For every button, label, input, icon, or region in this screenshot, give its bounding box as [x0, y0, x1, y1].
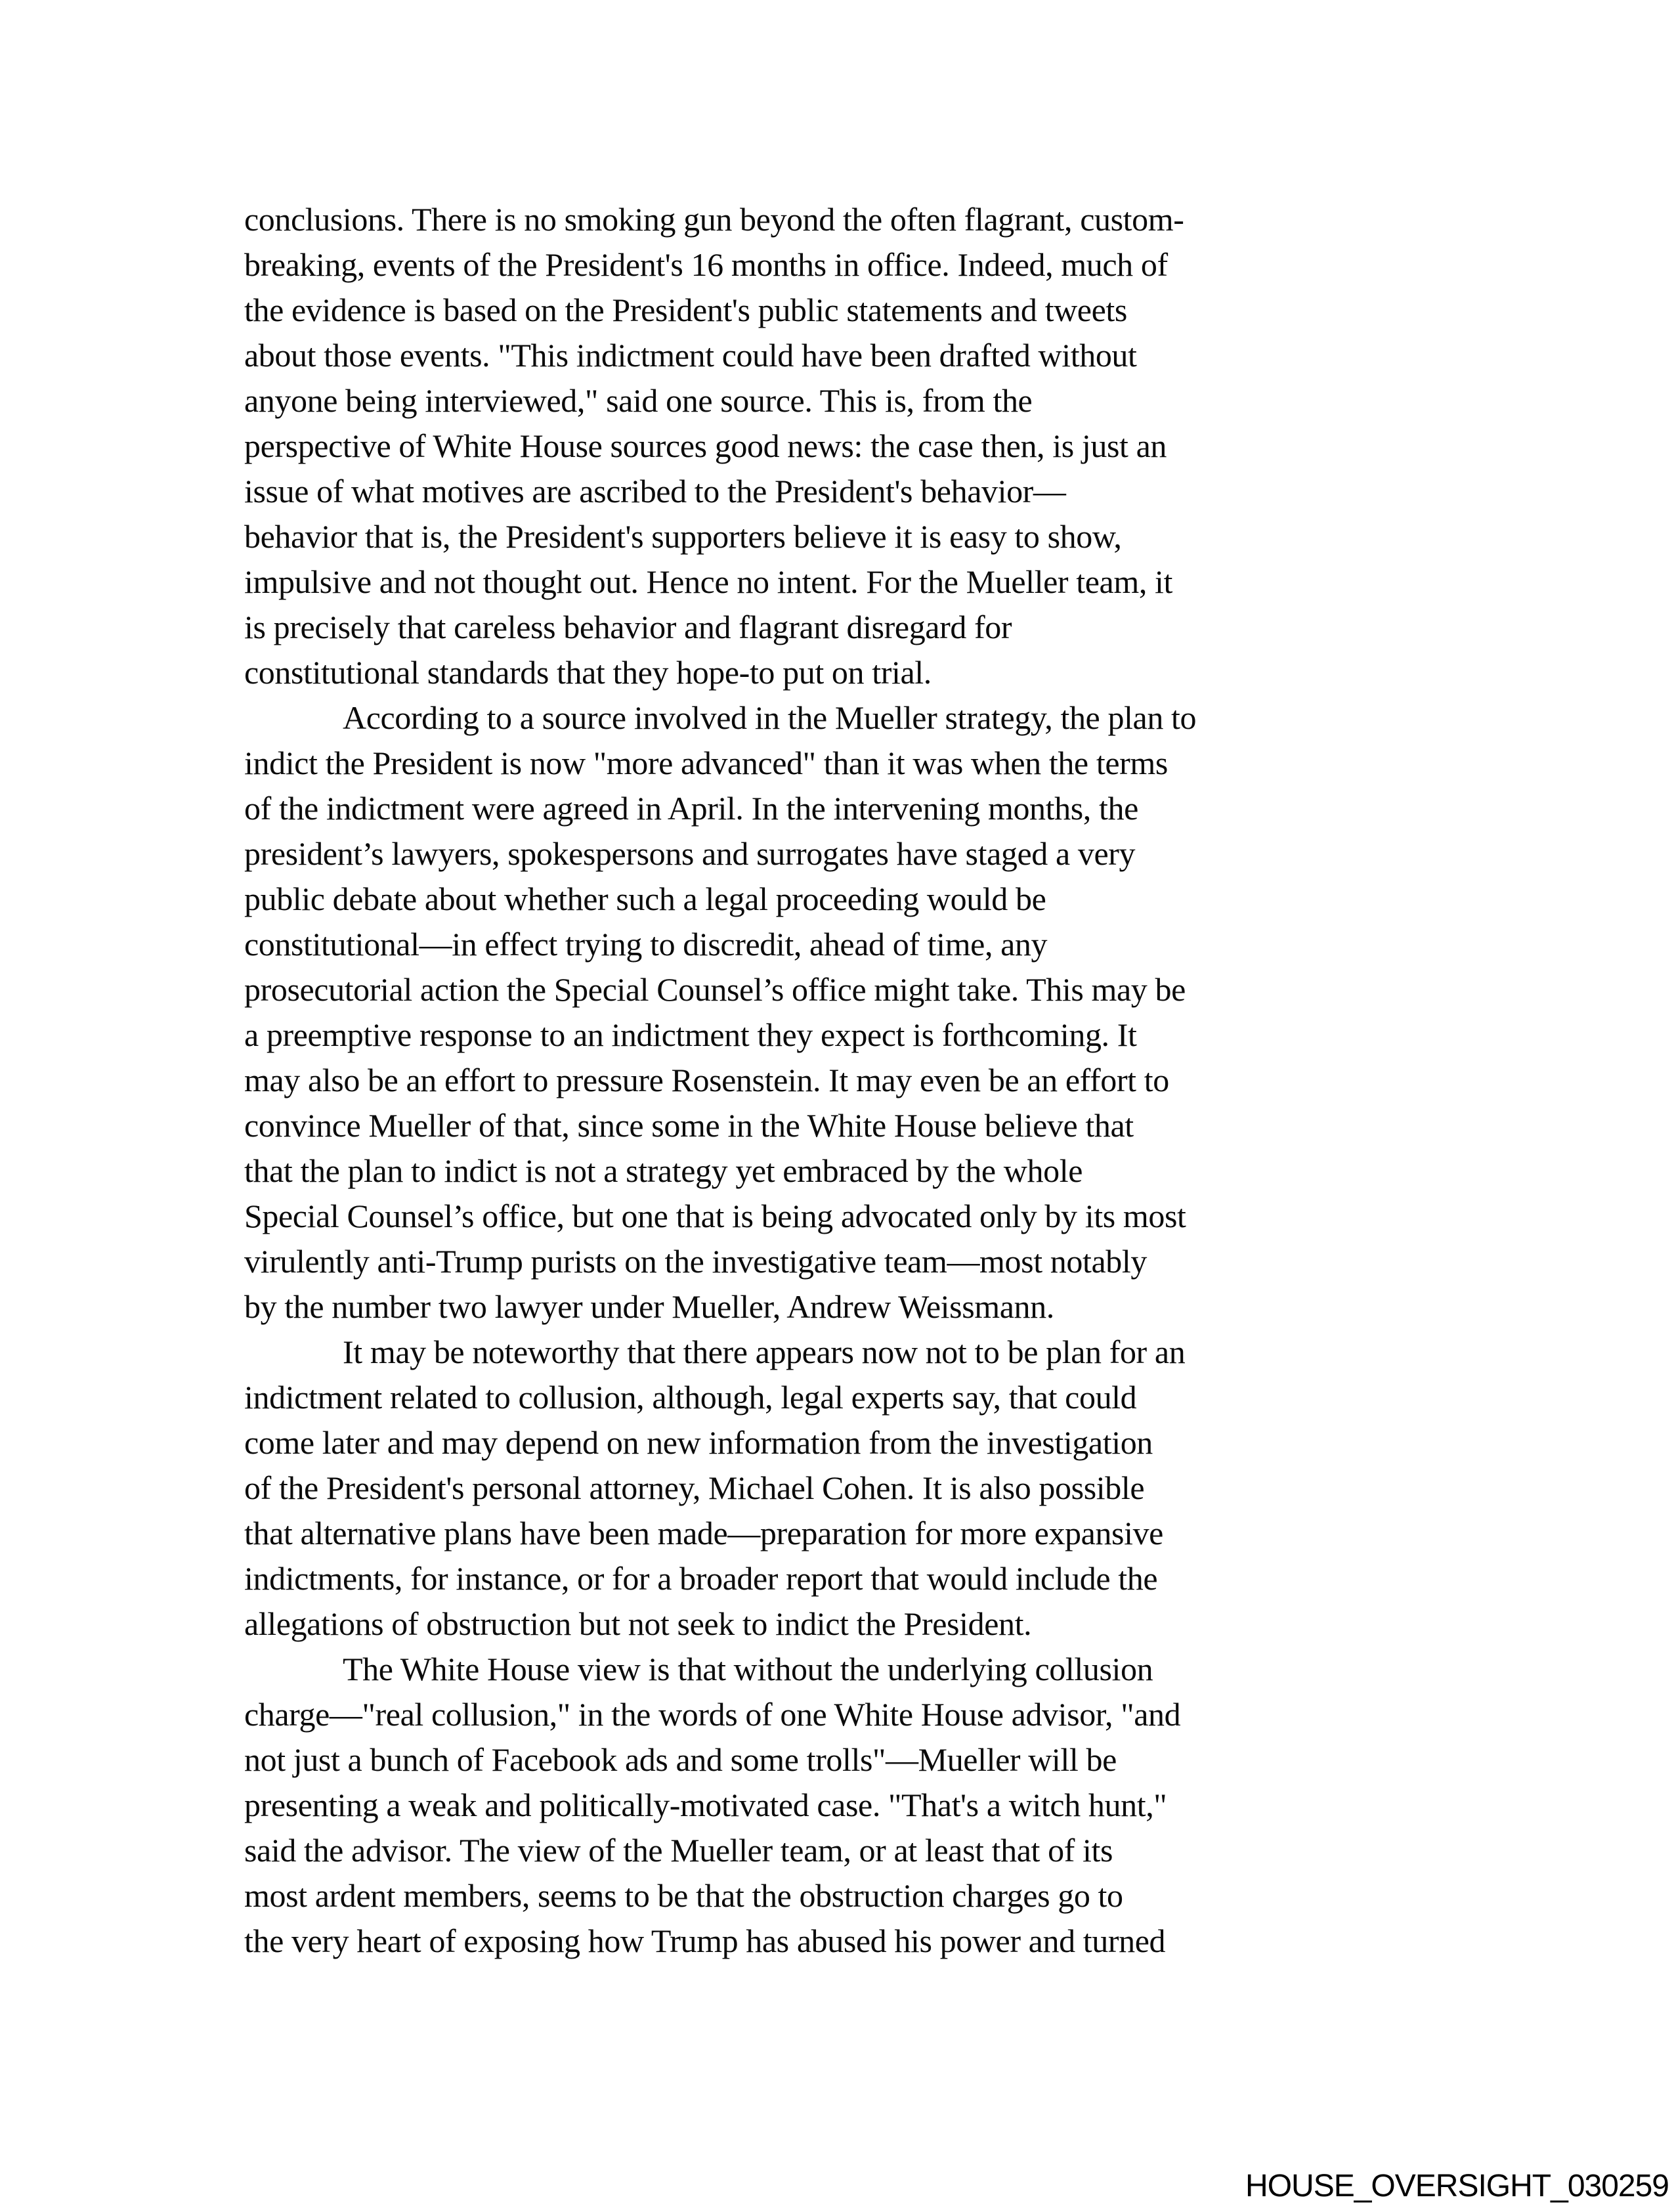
- text-line: prosecutorial action the Special Counsel’s office might take. This may be: [244, 971, 1186, 1008]
- text-line: perspective of White House sources good news: the case then, is just an: [244, 427, 1167, 464]
- text-line: most ardent members, seems to be that the obstruction charges go to: [244, 1877, 1123, 1914]
- text-line: that alternative plans have been made—preparation for more expansive: [244, 1515, 1163, 1551]
- text-line: public debate about whether such a legal proceeding would be: [244, 880, 1046, 917]
- text-line: charge—"real collusion," in the words of one White House advisor, "and: [244, 1696, 1181, 1733]
- text-line: convince Mueller of that, since some in the White House believe that: [244, 1107, 1134, 1144]
- text-line: not just a bunch of Facebook ads and some trolls"—Mueller will be: [244, 1741, 1117, 1778]
- paragraph: [244, 695, 1452, 1330]
- text-line: of the indictment were agreed in April. In the intervening months, the: [244, 790, 1138, 827]
- text-line: of the President's personal attorney, Michael Cohen. It is also possible: [244, 1469, 1145, 1506]
- text-line: a preemptive response to an indictment they expect is forthcoming. It: [244, 1016, 1137, 1053]
- text-line: conclusions. There is no smoking gun beyond the often flagrant, custom-: [244, 201, 1184, 238]
- text-line: may also be an effort to pressure Rosenstein. It may even be an effort to: [244, 1062, 1169, 1098]
- text-line: indict the President is now "more advanced" than it was when the terms: [244, 745, 1168, 781]
- text-line: breaking, events of the President's 16 months in office. Indeed, much of: [244, 246, 1168, 283]
- text-line: The White House view is that without the underlying collusion: [343, 1651, 1153, 1687]
- text-line: the evidence is based on the President's public statements and tweets: [244, 292, 1127, 328]
- text-line: presenting a weak and politically-motivated case. "That's a witch hunt,": [244, 1787, 1167, 1823]
- text-line: the very heart of exposing how Trump has abused his power and turned: [244, 1922, 1166, 1959]
- text-line: issue of what motives are ascribed to the President's behavior—: [244, 473, 1066, 510]
- text-line: about those events. "This indictment could have been drafted without: [244, 337, 1137, 374]
- text-line: is precisely that careless behavior and flagrant disregard for: [244, 609, 1012, 645]
- text-line: come later and may depend on new information from the investigation: [244, 1424, 1153, 1461]
- text-line: It may be noteworthy that there appears now not to be plan for an: [343, 1334, 1186, 1370]
- text-line: virulently anti-Trump purists on the investigative team—most notably: [244, 1243, 1147, 1280]
- bates-number: HOUSE_OVERSIGHT_030259: [1245, 2169, 1669, 2203]
- document-text: [244, 197, 1452, 1964]
- text-line: indictment related to collusion, although, legal experts say, that could: [244, 1379, 1137, 1416]
- text-line: that the plan to indict is not a strategy yet embraced by the whole: [244, 1152, 1083, 1189]
- paragraph: [244, 197, 1452, 695]
- text-line: anyone being interviewed," said one source. This is, from the: [244, 382, 1033, 419]
- text-line: impulsive and not thought out. Hence no intent. For the Mueller team, it: [244, 563, 1172, 600]
- text-line: indictments, for instance, or for a broader report that would include the: [244, 1560, 1158, 1597]
- text-line: president’s lawyers, spokespersons and surrogates have staged a very: [244, 835, 1136, 872]
- paragraph: [244, 1647, 1452, 1964]
- text-line: behavior that is, the President's supporters believe it is easy to show,: [244, 518, 1122, 555]
- text-line: said the advisor. The view of the Mueller team, or at least that of its: [244, 1832, 1113, 1869]
- text-line: constitutional—in effect trying to discredit, ahead of time, any: [244, 926, 1048, 963]
- paragraph: [244, 1330, 1452, 1647]
- text-line: constitutional standards that they hope-to put on trial.: [244, 654, 932, 691]
- text-line: Special Counsel’s office, but one that is being advocated only by its most: [244, 1198, 1186, 1234]
- text-line: by the number two lawyer under Mueller, Andrew Weissmann.: [244, 1288, 1054, 1325]
- text-line: According to a source involved in the Mueller strategy, the plan to: [343, 699, 1197, 736]
- text-line: allegations of obstruction but not seek to indict the President.: [244, 1605, 1032, 1642]
